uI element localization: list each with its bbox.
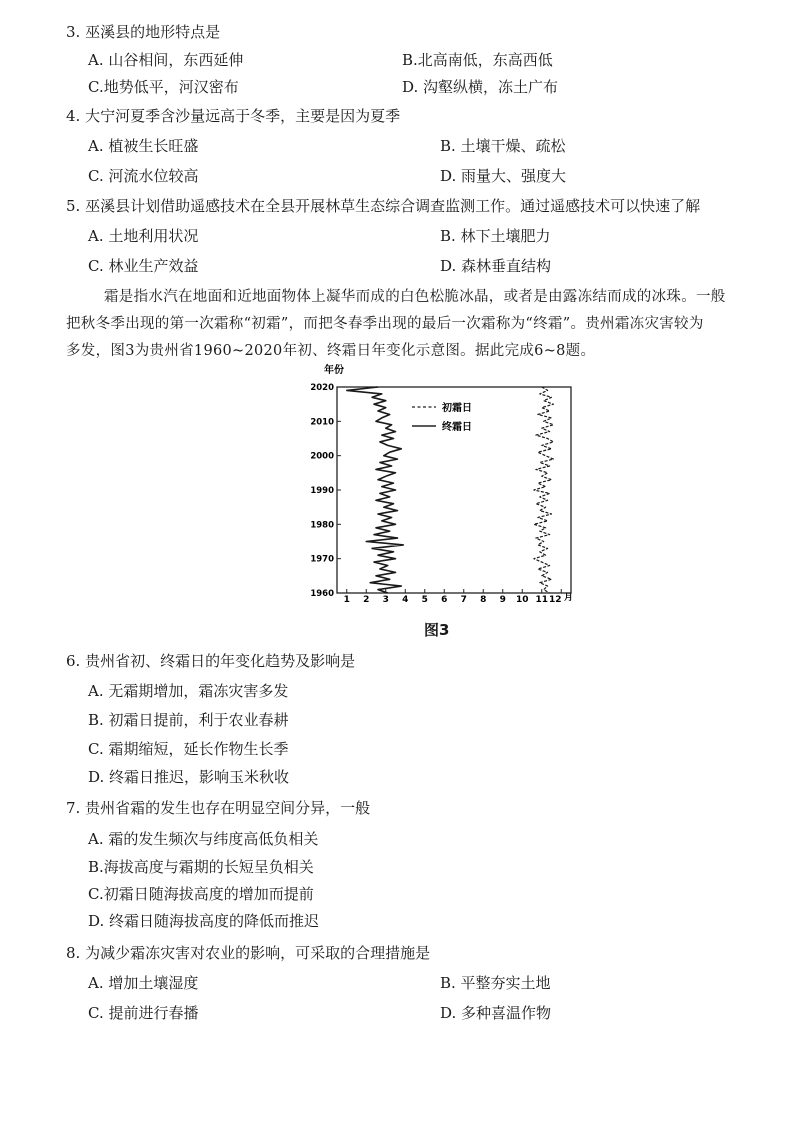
series-last-frost-line [347, 387, 404, 593]
q4-option-a: A. 植被生长旺盛 [88, 137, 199, 155]
y-tick-label: 2020 [310, 383, 334, 393]
q6-option-a: A. 无霜期增加，霜冻灾害多发 [88, 682, 289, 700]
x-tick-label: 2 [363, 595, 370, 605]
q4-option-c: C. 河流水位较高 [88, 167, 199, 185]
x-axis-ticks [344, 589, 562, 605]
q7-option-a: A. 霜的发生频次与纬度高低负相关 [88, 830, 319, 848]
figure-caption: 图3 [424, 621, 450, 639]
q7-option-b: B.海拔高度与霜期的长短呈负相关 [88, 858, 314, 876]
x-tick-label: 9 [499, 595, 506, 605]
frost-date-chart [300, 362, 590, 608]
q6-option-c: C. 霜期缩短，延长作物生长季 [88, 740, 289, 758]
q5-option-c: C. 林业生产效益 [88, 257, 199, 275]
q6-option-d: D. 终霜日推迟，影响玉米秋收 [88, 768, 290, 786]
y-tick-label: 2010 [310, 417, 334, 428]
x-tick-label: 8 [480, 595, 487, 605]
plot-frame [337, 387, 571, 593]
x-tick-label: 10 [515, 595, 529, 605]
q7-option-d: D. 终霜日随海拔高度的降低而推迟 [88, 912, 320, 930]
y-tick-label: 1990 [310, 486, 334, 496]
q3-option-c: C.地势低平，河汉密布 [88, 78, 239, 96]
q8-option-a: A. 增加土壤湿度 [88, 974, 199, 992]
q8-option-d: D. 多种喜温作物 [440, 1004, 552, 1022]
y-tick-label: 1980 [310, 520, 334, 531]
x-tick-label: 7 [460, 595, 467, 605]
y-tick-label: 1970 [310, 554, 334, 565]
chart-series-group [347, 387, 554, 593]
x-tick-label: 3 [382, 595, 389, 605]
x-tick-label: 1 [343, 595, 350, 605]
q8-option-c: C. 提前进行春播 [88, 1004, 199, 1022]
legend-last-frost-label: 终霜日 [442, 422, 472, 433]
legend-first-frost-label: 初霜日 [442, 403, 472, 414]
x-axis-unit: 月 [564, 593, 574, 603]
q5-option-a: A. 土地利用状况 [88, 227, 199, 245]
q4-option-d: D. 雨量大、强度大 [440, 167, 567, 185]
x-tick-label: 11 [535, 595, 549, 605]
q8-stem: 8. 为减少霜冻灾害对农业的影响，可采取的合理措施是 [66, 944, 431, 962]
q3-option-b: B.北高南低，东高西低 [402, 51, 553, 69]
q7-option-c: C.初霜日随海拔高度的增加而提前 [88, 885, 314, 903]
x-tick-label: 6 [441, 595, 448, 605]
q6-option-b: B. 初霜日提前，利于农业春耕 [88, 711, 289, 729]
q5-option-d: D. 森林垂直结构 [440, 257, 552, 275]
q6-stem: 6. 贵州省初、终霜日的年变化趋势及影响是 [66, 652, 356, 670]
q3-stem: 3. 巫溪县的地形特点是 [66, 23, 221, 41]
passage-line-3: 多发，图3为贵州省1960~2020年初、终霜日年变化示意图。据此完成6~8题。 [66, 343, 596, 359]
y-tick-label: 2000 [310, 451, 334, 462]
passage-line-2: 把秋冬季出现的第一次霜称“初霜”，而把冬春季出现的最后一次霜称为“终霜”。贵州霜冻灾害较为 [66, 316, 704, 332]
q4-stem: 4. 大宁河夏季含沙量远高于冬季，主要是因为夏季 [66, 107, 401, 125]
q3-option-a: A. 山谷相间，东西延伸 [88, 51, 244, 69]
q5-option-b: B. 林下土壤肥力 [440, 227, 551, 245]
x-tick-label: 12 [548, 595, 562, 605]
y-tick-label: 1960 [310, 589, 334, 599]
series-first-frost-line [534, 387, 554, 593]
q8-option-b: B. 平整夯实土地 [440, 974, 551, 992]
q5-stem: 5. 巫溪县计划借助遥感技术在全县开展林草生态综合调查监测工作。通过遥感技术可以快速了解 [66, 197, 701, 215]
legend [412, 401, 472, 433]
q4-option-b: B. 土壤干燥、疏松 [440, 137, 566, 155]
y-axis-label: 年份 [324, 365, 344, 376]
q3-option-d: D. 沟壑纵横，冻土广布 [402, 78, 559, 96]
passage-line-1: 霜是指水汽在地面和近地面物体上凝华而成的白色松脆冰晶，或者是由露冻结而成的冰珠。一般 [104, 289, 726, 305]
q7-stem: 7. 贵州省霜的发生也存在明显空间分异，一般 [66, 799, 371, 817]
x-tick-label: 5 [421, 595, 428, 605]
x-tick-label: 4 [402, 595, 409, 605]
